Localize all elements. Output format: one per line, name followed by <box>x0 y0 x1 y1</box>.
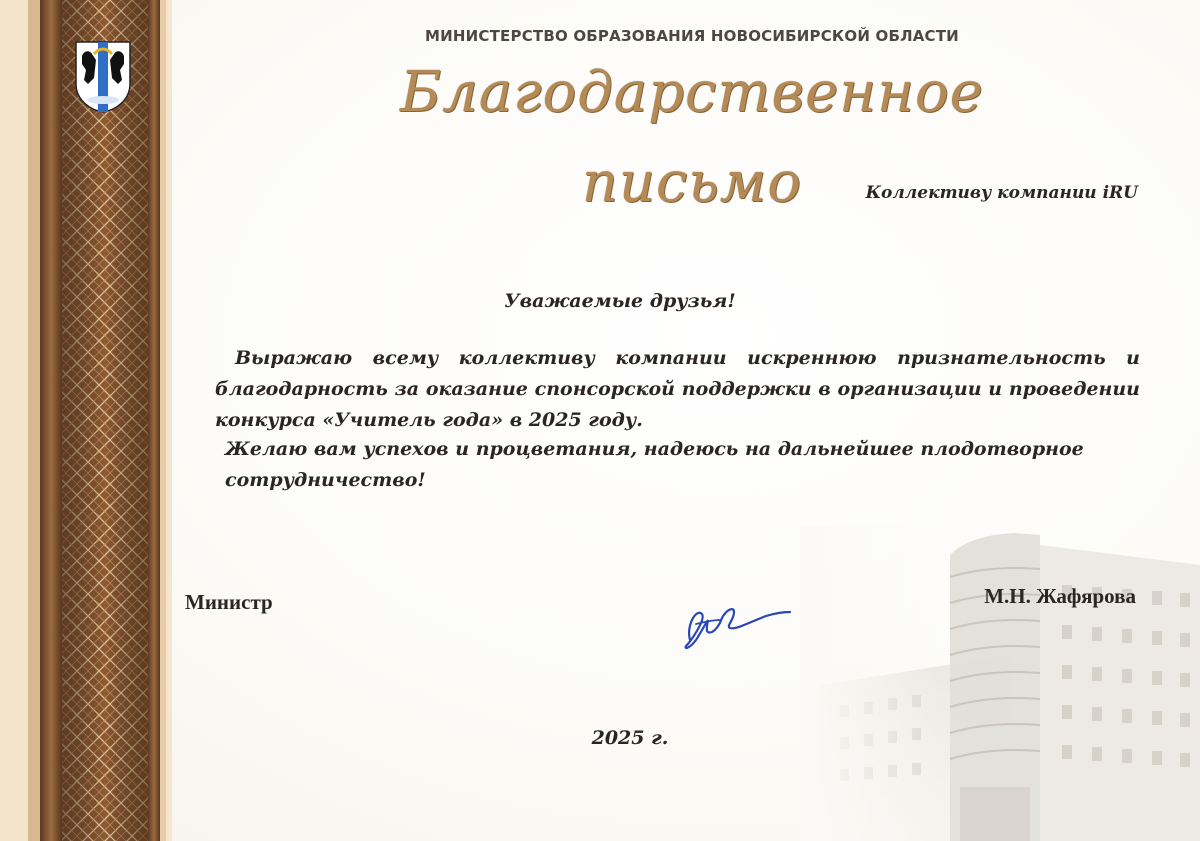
ministry-heading: МИНИСТЕРСТВО ОБРАЗОВАНИЯ НОВОСИБИРСКОЙ ОБЛАСТИ <box>425 27 959 45</box>
signer-role: Министр <box>185 590 273 614</box>
gratitude-paragraph: Выражаю всему коллективу компании искреннюю признательность и благодарность за оказание спонсорской поддержки в организации и проведении конкурса «Учитель года» в 2025 году. <box>215 347 1140 431</box>
addressee: Коллективу компании iRU <box>865 183 1138 203</box>
signer-name: М.Н. Жафярова <box>984 584 1136 608</box>
handwritten-signature <box>676 596 796 656</box>
decorative-border <box>0 0 172 841</box>
greeting: Уважаемые друзья! <box>504 290 736 312</box>
document-date: 2025 г. <box>591 727 669 749</box>
coat-of-arms-icon <box>74 40 132 114</box>
document-title: Благодарственное письмо <box>400 60 984 215</box>
building-illustration <box>800 525 1200 841</box>
wish-paragraph: Желаю вам успехов и процветания, надеюсь на дальнейшее плодотворное сотрудничество! <box>225 438 1084 491</box>
